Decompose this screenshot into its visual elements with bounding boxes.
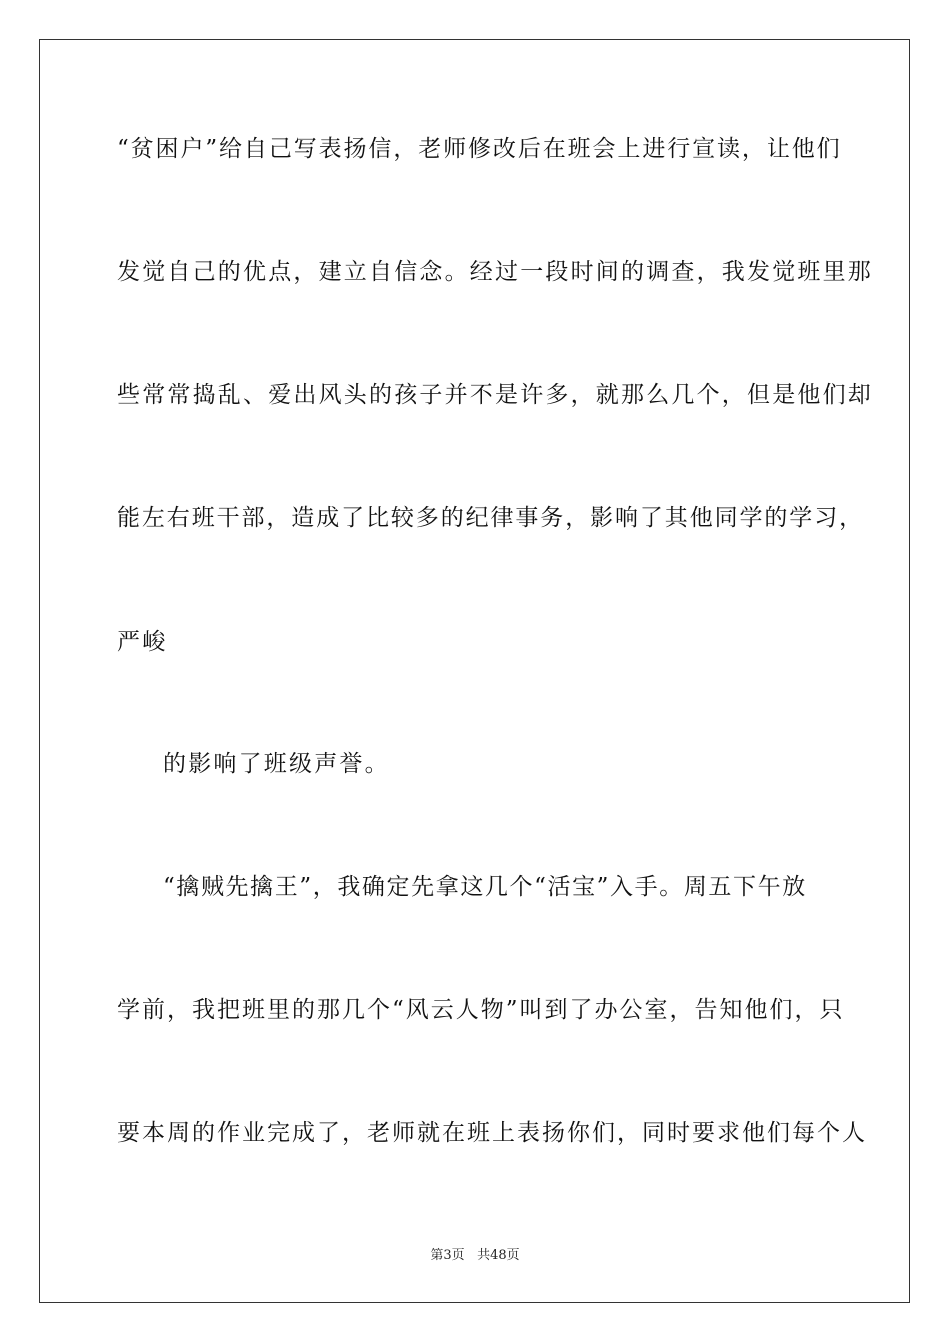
- page-frame: [39, 39, 910, 1303]
- text-line-5: 严峻: [117, 629, 168, 655]
- text-line-6: 的影响了班级声誉。: [163, 751, 390, 777]
- page-footer: [0, 1247, 950, 1265]
- page-total: 共48页: [477, 1248, 520, 1263]
- text-line-4: 能左右班干部，造成了比较多的纪律事务，影响了其他同学的学习，: [117, 505, 864, 531]
- text-line-3: 些常常捣乱、爱出风头的孩子并不是许多，就那么几个，但是他们却: [117, 382, 873, 408]
- text-line-7: “擒贼先擒王”，我确定先拿这几个“活宝”入手。周五下午放: [163, 874, 807, 900]
- page-number: 第3页: [430, 1248, 465, 1263]
- text-line-9: 要本周的作业完成了，老师就在班上表扬你们，同时要求他们每个人: [117, 1120, 867, 1146]
- text-line-1: “贫困户”给自己写表扬信，老师修改后在班会上进行宣读，让他们: [117, 136, 842, 162]
- text-line-8: 学前，我把班里的那几个“风云人物”叫到了办公室，告知他们，只: [117, 997, 845, 1023]
- text-line-2: 发觉自己的优点，建立自信念。经过一段时间的调查，我发觉班里那: [117, 259, 873, 285]
